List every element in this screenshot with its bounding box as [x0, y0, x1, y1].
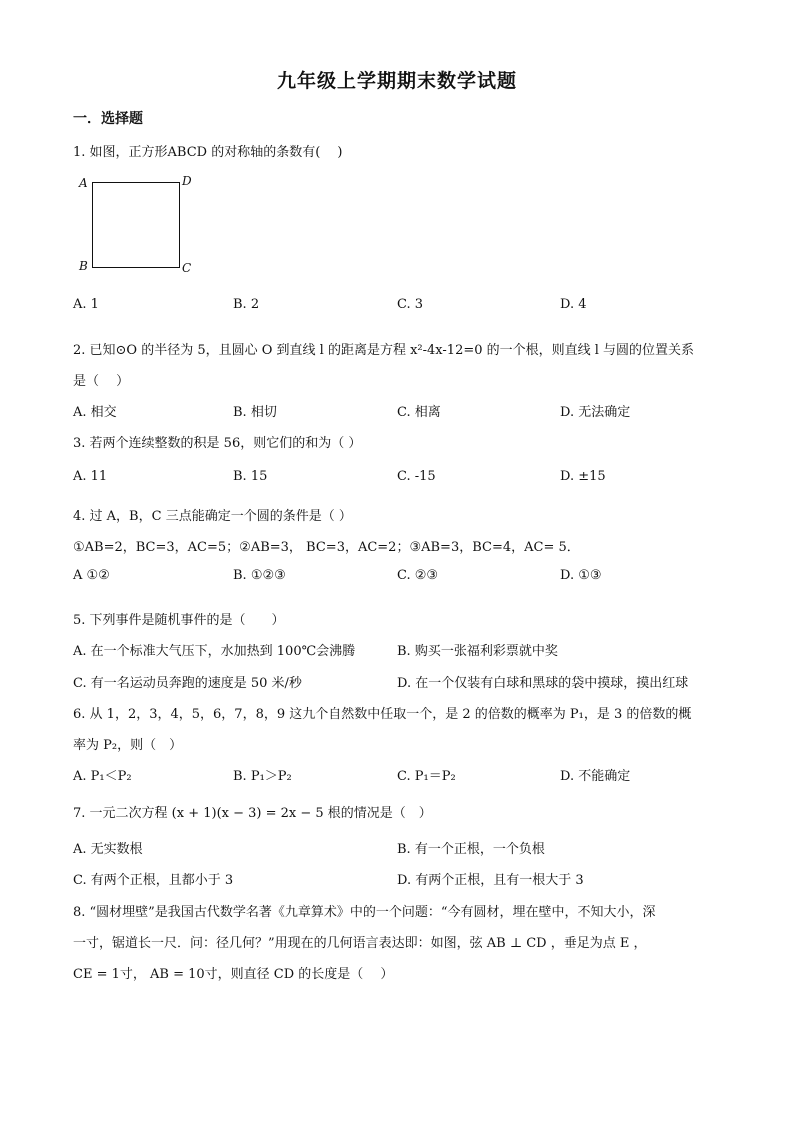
- question-1-option-a: A. 1: [73, 297, 99, 312]
- question-6-option-a: A. P₁＜P₂: [73, 769, 132, 784]
- question-2-option-d: D. 无法确定: [560, 405, 631, 420]
- question-4-option-d: D. ①③: [560, 568, 602, 583]
- question-2-option-c: C. 相离: [397, 405, 441, 420]
- question-6-stem-line-2: 率为 P₂，则（ ）: [73, 738, 183, 753]
- question-4-option-a: A ①②: [73, 568, 110, 583]
- question-6-option-c: C. P₁＝P₂: [397, 769, 456, 784]
- section-heading: 一．选择题: [73, 111, 143, 127]
- question-6-option-b: B. P₁＞P₂: [233, 769, 292, 784]
- vertex-label-a: A: [79, 176, 88, 190]
- question-7-option-c: C. 有两个正根，且都小于 3: [73, 873, 234, 888]
- question-5-stem: 5. 下列事件是随机事件的是（ ）: [73, 613, 285, 628]
- question-2-option-a: A. 相交: [73, 405, 117, 420]
- question-8-stem-line-2: 一寸，锯道长一尺．问：径几何？”用现在的几何语言表达即：如图，弦 AB ⊥ CD ，垂足为点 E ，: [73, 936, 647, 951]
- square-shape: [92, 182, 180, 268]
- vertex-label-c: C: [182, 261, 192, 275]
- question-3-option-b: B. 15: [233, 469, 268, 484]
- question-3-stem: 3. 若两个连续整数的积是 56，则它们的和为（ ）: [73, 436, 362, 451]
- question-5-option-b: B. 购买一张福利彩票就中奖: [397, 644, 558, 659]
- question-5-option-a: A. 在一个标准大气压下，水加热到 100℃会沸腾: [73, 644, 356, 659]
- question-5-option-d: D. 在一个仅装有白球和黑球的袋中摸球，摸出红球: [397, 676, 689, 691]
- question-2-stem-line-1: 2. 已知⊙O 的半径为 5，且圆心 O 到直线 l 的距离是方程 x²-4x-12=0 的一个根，则直线 l 与圆的位置关系: [73, 343, 695, 358]
- question-3-option-a: A. 11: [73, 469, 108, 484]
- question-4-option-c: C. ②③: [397, 568, 439, 583]
- question-1-option-d: D. 4: [560, 297, 587, 312]
- question-8-stem-line-1: 8. “圆材埋壁”是我国古代数学名著《九章算术》中的一个问题：“今有圆材，埋在壁中，不知大小，深: [73, 905, 656, 920]
- question-2-stem-line-2: 是（ ）: [73, 374, 130, 389]
- question-7-stem: 7. 一元二次方程 (x + 1)(x − 3) = 2x − 5 根的情况是（ ）: [73, 806, 432, 821]
- question-4-conditions: ①AB=2，BC=3，AC=5；②AB=3， BC=3，AC=2；③AB=3，BC=4，AC= 5．: [73, 540, 580, 555]
- question-7-option-a: A. 无实数根: [73, 842, 143, 857]
- question-3-option-d: D. ±15: [560, 469, 606, 484]
- page-title: 九年级上学期期末数学试题: [276, 70, 517, 92]
- question-1-stem: 1. 如图，正方形ABCD 的对称轴的条数有( ): [73, 145, 343, 160]
- question-3-option-c: C. -15: [397, 469, 436, 484]
- question-1-option-b: B. 2: [233, 297, 260, 312]
- question-4-option-b: B. ①②③: [233, 568, 286, 583]
- question-2-option-b: B. 相切: [233, 405, 277, 420]
- vertex-label-b: B: [79, 259, 88, 273]
- question-6-option-d: D. 不能确定: [560, 769, 631, 784]
- question-6-stem-line-1: 6. 从 1，2，3，4，5，6，7，8，9 这九个自然数中任取一个，是 2 的倍数的概率为 P₁，是 3 的倍数的概: [73, 707, 692, 722]
- question-5-option-c: C. 有一名运动员奔跑的速度是 50 米/秒: [73, 676, 302, 691]
- vertex-label-d: D: [182, 174, 192, 188]
- question-7-option-d: D. 有两个正根，且有一根大于 3: [397, 873, 584, 888]
- question-8-stem-line-3: CE = 1寸， AB = 10寸，则直径 CD 的长度是（ ）: [73, 967, 394, 982]
- question-1-option-c: C. 3: [397, 297, 424, 312]
- question-7-option-b: B. 有一个正根，一个负根: [397, 842, 545, 857]
- question-4-stem: 4. 过 A，B，C 三点能确定一个圆的条件是（ ）: [73, 509, 352, 524]
